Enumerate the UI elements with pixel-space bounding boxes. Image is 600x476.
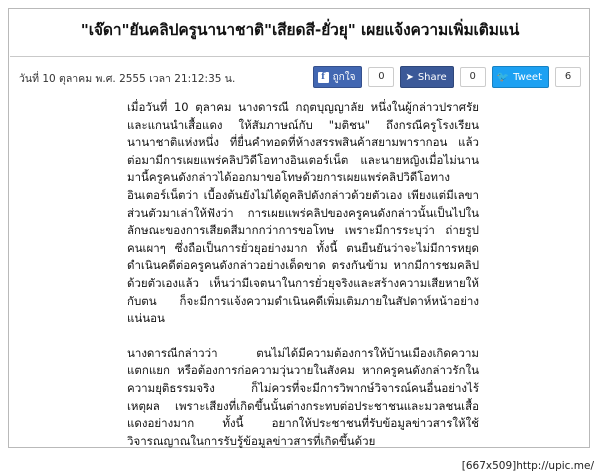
article-paragraph: เมื่อวันที่ 10 ตุลาคม นางดารณี กฤตบุญญาลัย หนึ่งในผู้กล่าวปราศรัยและแกนนำเสื้อแดง ให้สัมภาษณ์กับ "มติชน" ถึงกรณีครูโรงเรียนนานาชาติแห่งหนึ่ง ที่ยื่นคำทอดที่ห้างสรรพสินค้าสยามพารากอน แล้วต่อมามีการเผยแพร่คลิปวิดีโอทางอินเตอร์เน็ต และนายหญิงเมื่อไม่นานมานี้ครูคนดังกล่าวได้ออกมาขอโทษด้วยการเผยแพร่คลิปวิดีโอทางอินเตอร์เน็ตว่า เบื้องต้นยังไม่ได้ดูคลิปดังกล่าวด้วยตัวเอง เพียงแต่มีเลขาส่วนตัวมาเล่าให้ฟังว่า การเผยแพร่คลิปของครูคนดังกล่าวนั้นเป็นไปในลักษณะของการเสียดสีมากกว่าการขอโทษ เพราะมีการระบุว่า ถ่ายรูปคนเผาๆ ซึ่งถือเป็นการยั่วยุอย่างมาก ทั้งนี้ ตนยืนยันว่าจะไม่มีการหยุดดำเนินคดีต่อครูคนดังกล่าวอย่างเด็ดขาด ตรงกันข้าม หากมีการชมคลิปด้วยตัวเองแล้ว เห็นว่ามีเจตนาในการยั่วยุจริงและสร้างความเสียหายให้กับตน ก็จะมีการแจ้งความดำเนินคดีเพิ่มเติมภายในสัปดาห์หน้าอย่างแน่นอน <box>127 100 479 326</box>
share-arrow-icon: ➤ <box>405 71 414 83</box>
facebook-like-label: ถูกใจ <box>332 71 356 83</box>
facebook-f-icon: f <box>318 72 329 83</box>
social-share-bar <box>313 67 581 87</box>
article-frame <box>8 8 590 448</box>
twitter-tweet-label: Tweet <box>513 71 542 83</box>
page-title: "เจ๊ดา"ยันคลิปครูนานาชาติ"เสียดสี-ยั่วยุ" เผยแจ้งความเพิ่มเติมแน่ <box>80 21 520 39</box>
twitter-bird-icon: 🐦 <box>496 71 510 83</box>
image-source-note: [667x509]http://upic.me/ <box>461 460 594 472</box>
article-timestamp: วันที่ 10 ตุลาคม พ.ศ. 2555 เวลา 21:12:35 น. <box>19 73 236 85</box>
facebook-like-button[interactable] <box>313 66 363 88</box>
article-body <box>127 99 479 467</box>
facebook-like-count: 0 <box>368 67 394 87</box>
header-divider <box>10 56 590 57</box>
facebook-share-button[interactable] <box>400 66 453 88</box>
facebook-share-count: 0 <box>460 67 486 87</box>
twitter-tweet-button[interactable] <box>492 66 549 88</box>
meta-row <box>19 67 581 89</box>
facebook-share-label: Share <box>417 71 447 83</box>
twitter-tweet-count: 6 <box>555 67 581 87</box>
article-paragraph: นางดารณีกล่าวว่า ตนไม่ได้มีความต้องการให้บ้านเมืองเกิดความแตกแยก หรือต้องการก่อความวุ่นวายในสังคม หากครูคนดังกล่าวรักในความยุติธรรมจริง ก็ไม่ควรที่จะมีการวิพากษ์วิจารณ์คนอื่นอย่างไร้เหตุผล เพราะเสียงที่เกิดขึ้นนั้นต่างกระทบต่อประชาชนและมวลชนเสื้อแดงอย่างมาก ทั้งนี้ อยากให้ประชาชนที่รับข้อมูลข่าวสารให้ใช้วิจารณญาณในการรับรู้ข้อมูลข่าวสารที่เกิดขึ้นด้วย <box>127 345 479 448</box>
